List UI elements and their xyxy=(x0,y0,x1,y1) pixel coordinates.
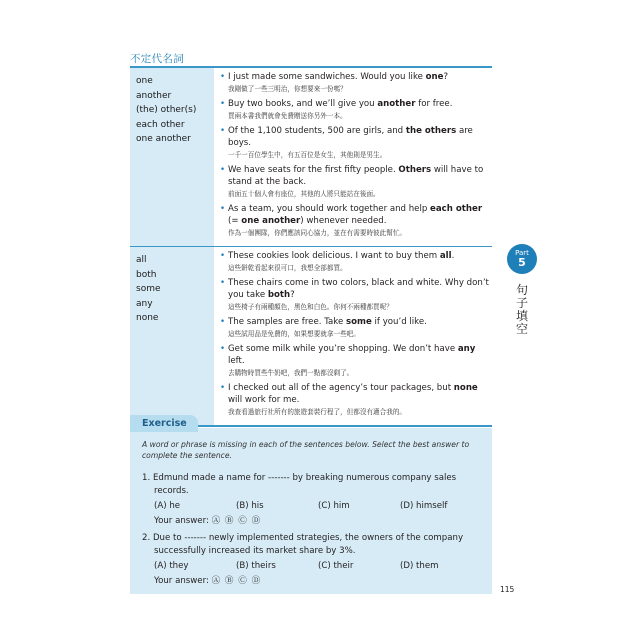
question-number: 2. xyxy=(142,533,151,543)
term: another xyxy=(136,90,172,101)
example-item xyxy=(220,98,492,121)
example-chinese: 去購物時買些牛奶吧，我們一點都沒剩了。 xyxy=(228,369,354,377)
part-number: 5 xyxy=(518,256,526,269)
answer-line xyxy=(142,575,482,587)
example-chinese: 買兩本書我們就會免費贈送你另外一本。 xyxy=(228,112,347,120)
example-item xyxy=(220,164,492,199)
example-english: The samples are free. Take some if you’d like. xyxy=(228,317,427,327)
example-chinese: 我剛做了一些三明治，你想要來一份嗎？ xyxy=(228,85,347,93)
section-title: 不定代名詞 xyxy=(130,53,184,65)
question xyxy=(142,472,482,527)
question-text xyxy=(142,472,482,497)
term: each other xyxy=(136,119,185,130)
bullet-icon: • xyxy=(220,165,226,175)
example-english: As a team, you should work together and help each other (= one another) whenever needed. xyxy=(228,204,483,226)
part-side-title: 句子填空 xyxy=(515,283,528,336)
example-english: These cookies look delicious. I want to buy them all. xyxy=(228,251,455,261)
example-item xyxy=(220,250,492,273)
answer-choice-circles[interactable]: Ⓐ Ⓑ Ⓒ Ⓓ xyxy=(211,516,262,526)
example-chinese: 我查看過旅行社所有的旅遊套裝行程了，但都沒有適合我的。 xyxy=(228,408,407,416)
term-column xyxy=(130,247,214,427)
question-sentence: Edmund made a name for ------- by breaking numerous company sales records. xyxy=(152,473,457,496)
example-english: We have seats for the first fifty people. Others will have to stand at the back. xyxy=(228,165,484,187)
example-item xyxy=(220,277,492,312)
option-b[interactable]: (B) his xyxy=(236,501,264,511)
option-a[interactable]: (A) he xyxy=(154,501,181,511)
example-item xyxy=(220,203,492,238)
page-number: 115 xyxy=(500,585,515,594)
example-chinese: 這些椅子有兩種顏色，黑色和白色。你何不兩種都買呢？ xyxy=(228,303,393,311)
examples-column xyxy=(214,67,492,247)
question-sentence: Due to ------- newly implemented strategies, the owners of the company successfully increased its market share by 3%. xyxy=(152,533,464,556)
term: all xyxy=(136,255,147,265)
option-c[interactable]: (C) him xyxy=(318,501,350,511)
example-english: I just made some sandwiches. Would you like one? xyxy=(228,72,449,82)
bullet-icon: • xyxy=(220,278,226,288)
term: one xyxy=(136,76,153,86)
option-c[interactable]: (C) their xyxy=(318,561,354,571)
example-english: These chairs come in two colors, black and white. Why don’t you take both? xyxy=(228,278,489,300)
table-row xyxy=(130,247,492,427)
bullet-icon: • xyxy=(220,126,226,136)
example-item xyxy=(220,343,492,378)
option-b[interactable]: (B) theirs xyxy=(236,561,276,571)
example-item xyxy=(220,125,492,160)
answer-line xyxy=(142,515,482,527)
bullet-icon: • xyxy=(220,72,226,82)
table-row xyxy=(130,67,492,247)
example-item xyxy=(220,316,492,339)
example-chinese: 前面五十個人會有座位，其他的人將只能站在後面。 xyxy=(228,190,380,198)
term-column xyxy=(130,67,214,247)
term: both xyxy=(136,269,157,280)
bullet-icon: • xyxy=(220,317,226,327)
example-chinese: 作為一個團隊，你們應該同心協力，並在有需要時彼此幫忙。 xyxy=(228,229,407,237)
question-text xyxy=(142,532,482,557)
term: (the) other(s) xyxy=(136,105,197,116)
bullet-icon: • xyxy=(220,204,226,214)
example-chinese: 這些試用品是免費的，如果想要就拿一些吧。 xyxy=(228,330,360,338)
question-number: 1. xyxy=(142,473,151,483)
question xyxy=(142,532,482,587)
term: some xyxy=(136,284,161,295)
examples-column xyxy=(214,247,492,427)
answer-options xyxy=(142,500,482,512)
example-english: Of the 1,100 students, 500 are girls, and the others are boys. xyxy=(228,126,473,148)
exercise-instructions: A word or phrase is missing in each of the sentences below. Select the best answer to complete the sentence. xyxy=(142,440,470,460)
part-label: Part xyxy=(515,249,529,257)
example-item xyxy=(220,71,492,94)
answer-options xyxy=(142,560,482,572)
option-d[interactable]: (D) them xyxy=(400,561,439,571)
example-chinese: 這些餅乾看起來很可口，我想全部都買。 xyxy=(228,264,347,272)
answer-choice-circles[interactable]: Ⓐ Ⓑ Ⓒ Ⓓ xyxy=(211,576,262,586)
bullet-icon: • xyxy=(220,383,226,393)
pronoun-table xyxy=(130,66,492,427)
example-english: Buy two books, and we’ll give you another for free. xyxy=(228,99,453,109)
answer-label: Your answer: xyxy=(154,576,209,586)
term: none xyxy=(136,313,159,324)
term: any xyxy=(136,298,153,309)
option-a[interactable]: (A) they xyxy=(154,561,189,571)
term: one another xyxy=(136,134,191,145)
example-english: I checked out all of the agency’s tour packages, but none will work for me. xyxy=(228,383,478,405)
answer-label: Your answer: xyxy=(154,516,209,526)
bullet-icon: • xyxy=(220,344,226,354)
exercise-title: Exercise xyxy=(130,415,198,432)
bullet-icon: • xyxy=(220,99,226,109)
option-d[interactable]: (D) himself xyxy=(400,501,448,511)
example-item xyxy=(220,382,492,417)
bullet-icon: • xyxy=(220,251,226,261)
part-badge xyxy=(507,244,537,274)
example-chinese: 一千一百位學生中，有五百位是女生，其他則是男生。 xyxy=(228,151,387,159)
example-english: Get some milk while you’re shopping. We don’t have any left. xyxy=(228,344,476,366)
